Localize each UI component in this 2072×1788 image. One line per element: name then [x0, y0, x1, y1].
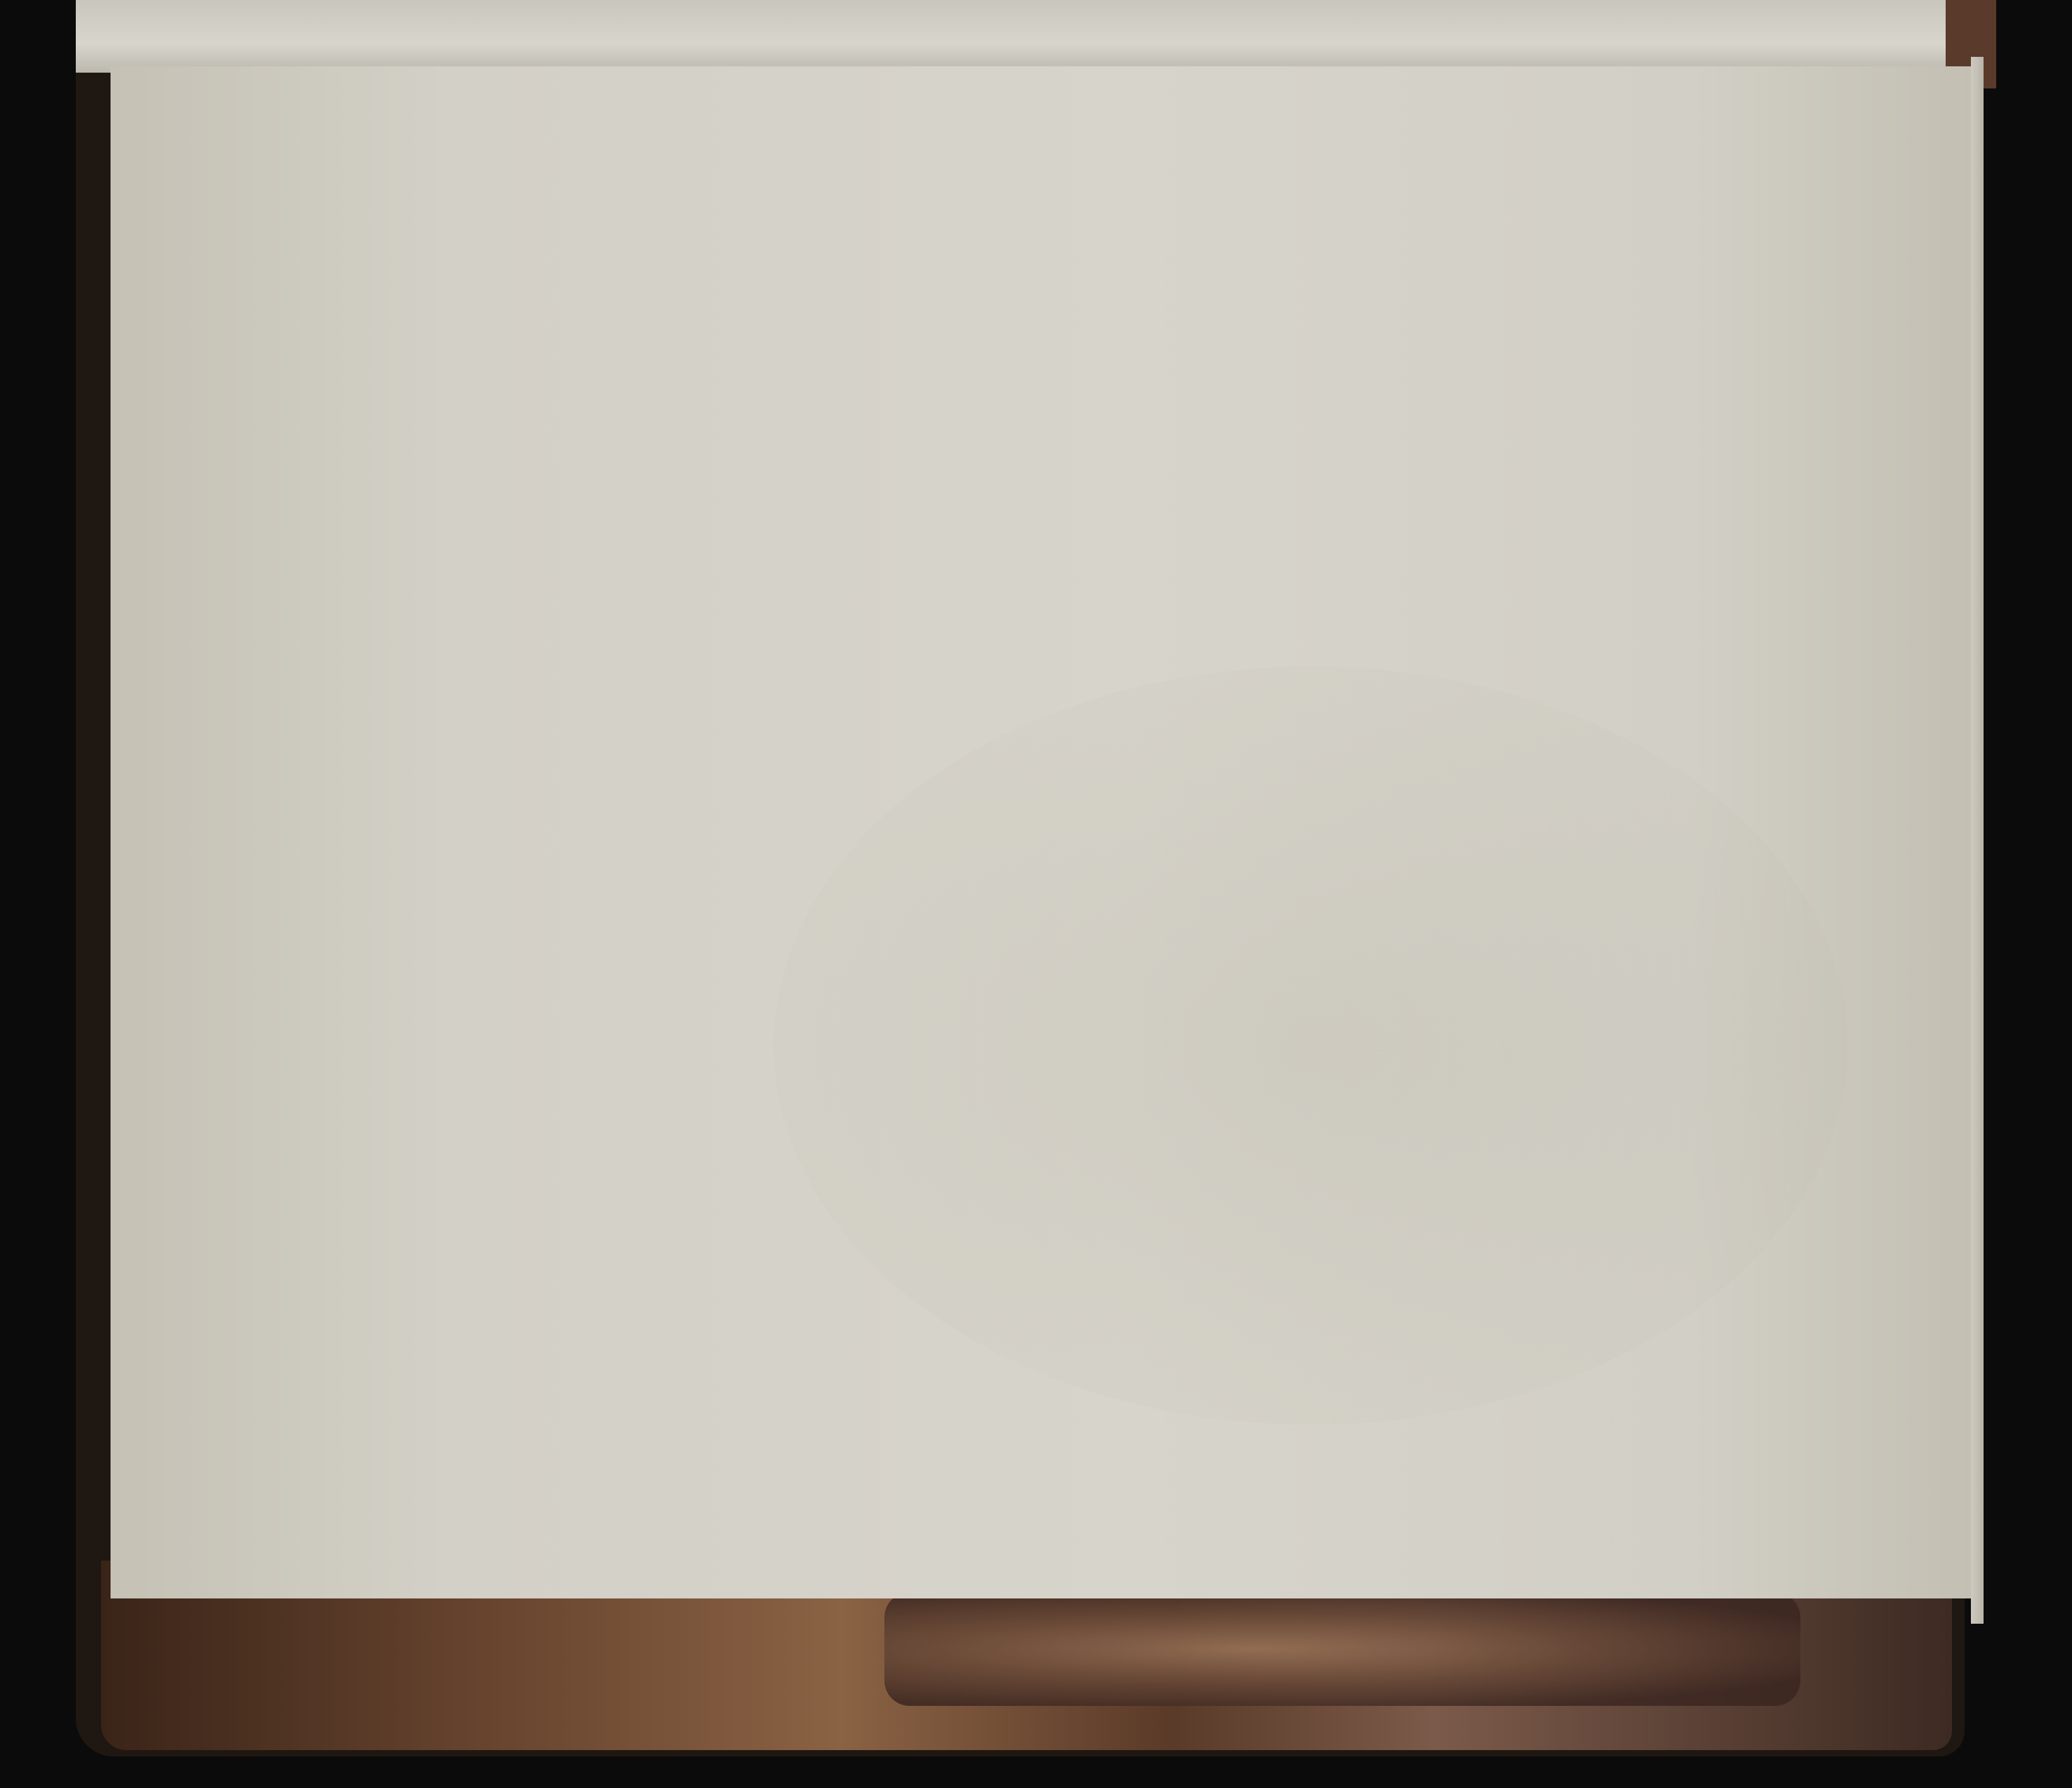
marbled-pattern: [884, 1592, 1800, 1706]
page-stack-edge: [1971, 57, 1984, 1624]
page-header: [1829, 243, 1879, 1507]
book-page: [111, 66, 1971, 1598]
facing-page-edge: [76, 0, 1984, 73]
table-of-contents: [471, 243, 1924, 1507]
